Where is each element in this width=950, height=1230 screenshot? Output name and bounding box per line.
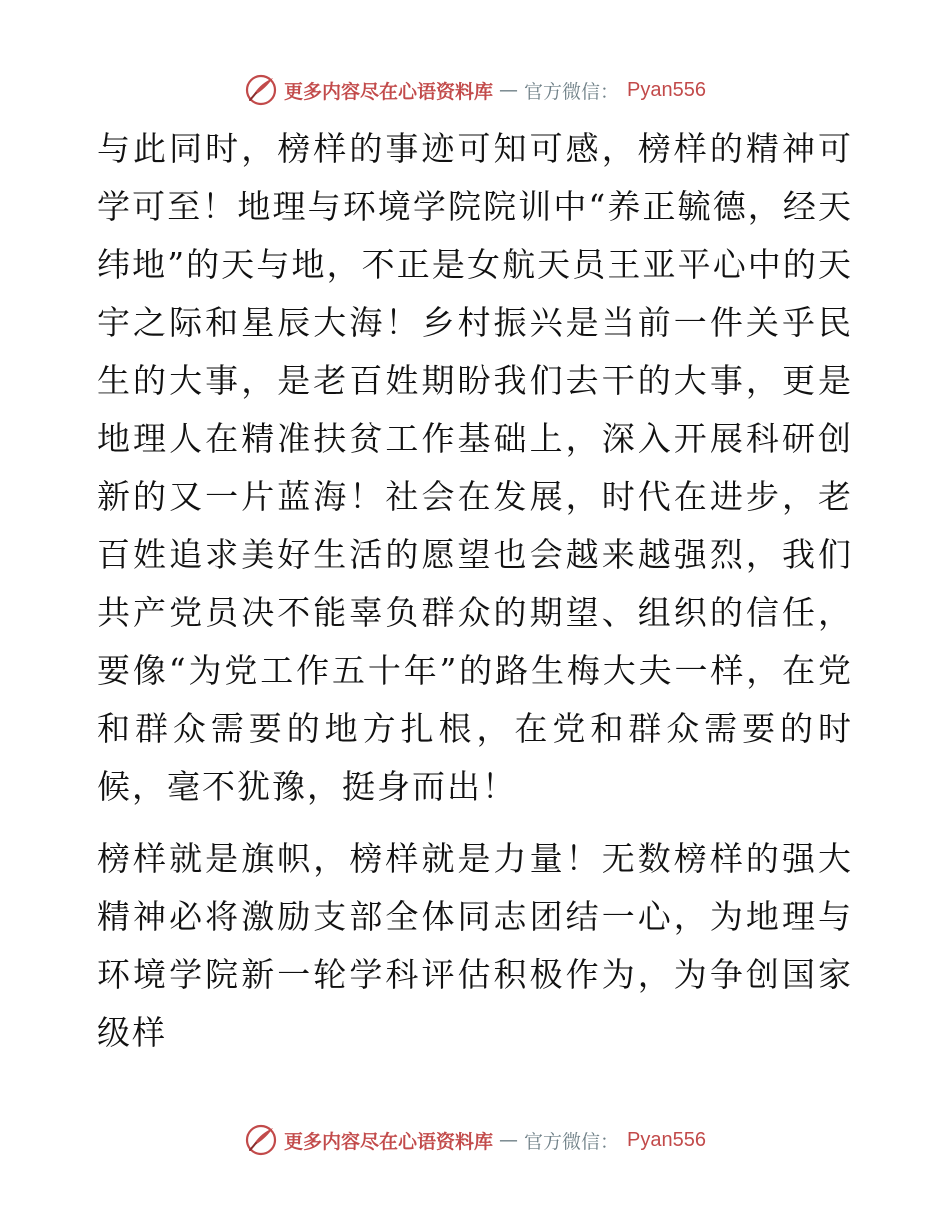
quill-pen-logo-icon <box>244 73 278 107</box>
banner-wechat-id: Pyan556 <box>627 78 706 101</box>
body-paragraph-1: 与此同时，榜样的事迹可知可感，榜样的精神可学可至！地理与环境学院院训中“养正毓德，经天纬地”的天与地，不正是女航天员王亚平心中的天宇之际和星辰大海！乡村振兴是当前一件关乎民生的大事，是老百姓期盼我们去干的大事，更是地理人在精准扶贫工作基础上，深入开展科研创新的又一片蓝海！社会在发展，时代在进步，老百姓追求美好生活的愿望也会越来越强烈，我们共产党员决不能辜负群众的期望、组织的信任，要像“为党工作五十年”的路生梅大夫一样，在党和群众需要的地方扎根，在党和群众需要的时候，毫不犹豫，挺身而出！ <box>97 129 853 806</box>
banner-slogan: 更多内容尽在心语资料库 <box>284 80 494 103</box>
banner-wechat-label: 官方微信： <box>524 80 620 103</box>
footer-wechat-id: Pyan556 <box>627 1128 706 1151</box>
footer-separator: — <box>499 1129 519 1151</box>
footer-banner <box>0 1120 950 1160</box>
header-banner <box>0 70 950 110</box>
footer-wechat-label: 官方微信： <box>524 1130 620 1153</box>
document-body <box>97 120 853 1062</box>
body-paragraph-2: 榜样就是旗帜，榜样就是力量！无数榜样的强大精神必将激励支部全体同志团结一心，为地理与环境学院新一轮学科评估积极作为，为争创国家级样 <box>97 839 853 1052</box>
quill-pen-logo-icon <box>244 1123 278 1157</box>
banner-separator: — <box>499 79 519 101</box>
footer-slogan: 更多内容尽在心语资料库 <box>284 1130 494 1153</box>
